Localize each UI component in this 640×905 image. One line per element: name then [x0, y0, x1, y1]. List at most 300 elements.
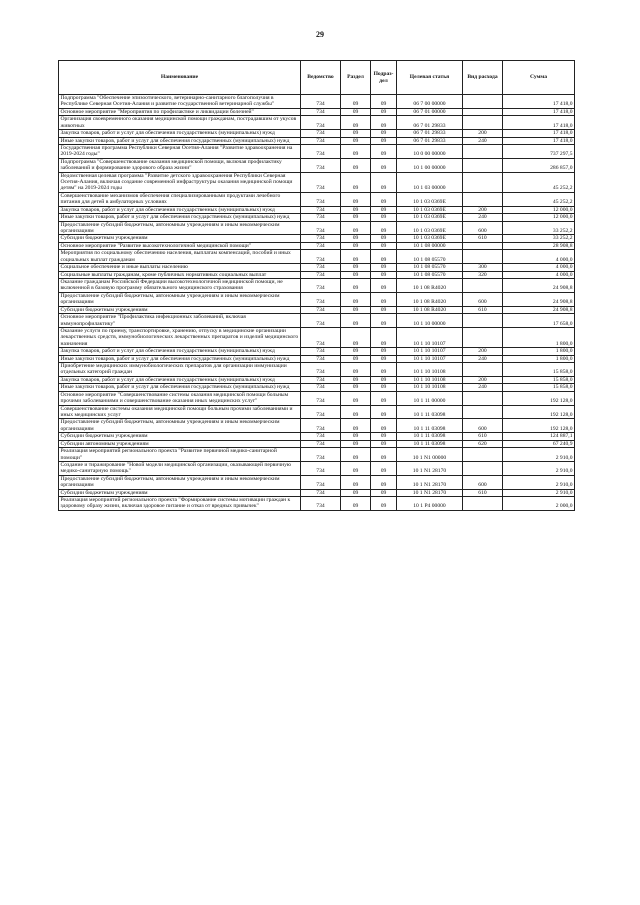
table-row [59, 214, 575, 221]
cell-name: Предоставление субсидий бюджетным, автономным учреждениям и иным некоммерческим организациям [59, 292, 301, 306]
cell-department: 734 [301, 144, 341, 158]
cell-subsection: 09 [371, 271, 397, 278]
cell-section: 09 [341, 192, 371, 206]
table-row [59, 221, 575, 235]
cell-target: 06 7 01 00000 [397, 108, 463, 115]
cell-name: Реализация мероприятий регионального проекта "Формирование системы мотивации граждан к здоровому образу жизни, включая здоровое питание и отказ от вредных привычек" [59, 497, 301, 511]
cell-subsection: 09 [371, 158, 397, 172]
cell-sum: 192 128,0 [503, 391, 575, 405]
cell-target: 10 1 03 0369Е [397, 206, 463, 213]
cell-section: 09 [341, 405, 371, 419]
table-row [59, 314, 575, 328]
cell-target: 10 1 10 10108 [397, 363, 463, 377]
cell-target: 10 1 08 05570 [397, 271, 463, 278]
cell-name: Иные закупки товаров, работ и услуг для обеспечения государственных (муниципальных) нужд [59, 384, 301, 391]
cell-target: 10 1 08 R4020 [397, 278, 463, 292]
cell-subsection: 09 [371, 327, 397, 347]
cell-name: Субсидии бюджетным учреждениям [59, 306, 301, 313]
cell-subsection: 09 [371, 278, 397, 292]
cell-expense [463, 314, 503, 328]
cell-target: 10 1 11 03098 [397, 419, 463, 433]
cell-department: 734 [301, 419, 341, 433]
cell-target: 10 1 11 03098 [397, 440, 463, 447]
cell-target: 10 1 08 R4020 [397, 306, 463, 313]
cell-section: 09 [341, 348, 371, 355]
cell-name: Предоставление субсидий бюджетным, автономным учреждениям и иным некоммерческим организациям [59, 221, 301, 235]
cell-sum: 17 418,0 [503, 137, 575, 144]
cell-section: 09 [341, 264, 371, 271]
cell-department: 734 [301, 363, 341, 377]
cell-name: Подпрограмма "Совершенствование оказания медицинской помощи, включая профилактику заболеваний и формирование здорового образа жизни" [59, 158, 301, 172]
cell-section: 09 [341, 206, 371, 213]
cell-department: 734 [301, 235, 341, 242]
cell-subsection: 09 [371, 448, 397, 462]
cell-section: 09 [341, 327, 371, 347]
cell-section: 09 [341, 363, 371, 377]
cell-expense: 610 [463, 433, 503, 440]
cell-target: 10 1 P4 00000 [397, 497, 463, 511]
cell-expense [463, 461, 503, 475]
cell-target: 10 1 N1 28170 [397, 475, 463, 489]
cell-subsection: 09 [371, 292, 397, 306]
cell-name: Закупка товаров, работ и услуг для обеспечения государственных (муниципальных) нужд [59, 348, 301, 355]
cell-subsection: 09 [371, 206, 397, 213]
table-row [59, 206, 575, 213]
table-row [59, 405, 575, 419]
table-row [59, 497, 575, 511]
cell-expense [463, 327, 503, 347]
cell-target: 10 1 03 0369Е [397, 221, 463, 235]
cell-name: Организация своевременного оказания медицинской помощи гражданам, пострадавшим от укусов животных [59, 116, 301, 130]
table-row [59, 271, 575, 278]
header-subsection: Подраз-дел [371, 61, 397, 95]
cell-name: Приобретение медицинских иммунобиологических препаратов для организации иммунизации отдельных категорий граждан [59, 363, 301, 377]
cell-target: 10 1 08 00000 [397, 242, 463, 249]
cell-expense [463, 363, 503, 377]
cell-sum: 17 418,0 [503, 108, 575, 115]
cell-name: Субсидии автономным учреждениям [59, 440, 301, 447]
cell-department: 734 [301, 384, 341, 391]
cell-subsection: 09 [371, 376, 397, 383]
cell-target: 10 1 08 05570 [397, 264, 463, 271]
cell-section: 09 [341, 433, 371, 440]
table-row [59, 264, 575, 271]
cell-department: 734 [301, 314, 341, 328]
cell-section: 09 [341, 497, 371, 511]
cell-subsection: 09 [371, 137, 397, 144]
cell-department: 734 [301, 448, 341, 462]
cell-target: 10 1 10 10108 [397, 384, 463, 391]
cell-subsection: 09 [371, 419, 397, 433]
cell-department: 734 [301, 376, 341, 383]
table-row [59, 130, 575, 137]
table-row [59, 489, 575, 496]
table-row [59, 292, 575, 306]
table-row [59, 278, 575, 292]
cell-section: 09 [341, 461, 371, 475]
table-row [59, 363, 575, 377]
cell-sum: 67 240,9 [503, 440, 575, 447]
cell-subsection: 09 [371, 264, 397, 271]
cell-department: 734 [301, 206, 341, 213]
cell-expense: 200 [463, 206, 503, 213]
cell-section: 09 [341, 130, 371, 137]
cell-department: 734 [301, 327, 341, 347]
cell-sum: 286 857,0 [503, 158, 575, 172]
table-header-row [59, 61, 575, 95]
table-row [59, 172, 575, 192]
cell-name: Закупка товаров, работ и услуг для обеспечения государственных (муниципальных) нужд [59, 376, 301, 383]
cell-department: 734 [301, 172, 341, 192]
cell-subsection: 09 [371, 192, 397, 206]
cell-name: Основное мероприятие "Профилактика инфекционных заболеваний, включая иммунопрофилактику" [59, 314, 301, 328]
cell-expense: 240 [463, 137, 503, 144]
cell-target: 06 7 01 29833 [397, 116, 463, 130]
cell-section: 09 [341, 384, 371, 391]
table-row [59, 144, 575, 158]
cell-sum: 2 910,0 [503, 489, 575, 496]
cell-expense [463, 108, 503, 115]
cell-section: 09 [341, 235, 371, 242]
cell-expense: 600 [463, 292, 503, 306]
table-row [59, 158, 575, 172]
cell-expense [463, 116, 503, 130]
cell-target: 10 1 N1 28170 [397, 489, 463, 496]
cell-sum: 15 858,0 [503, 384, 575, 391]
cell-sum: 45 252,2 [503, 172, 575, 192]
cell-expense: 240 [463, 384, 503, 391]
cell-target: 10 1 08 05570 [397, 250, 463, 264]
cell-expense [463, 95, 503, 109]
cell-section: 09 [341, 489, 371, 496]
table-row [59, 391, 575, 405]
table-row [59, 419, 575, 433]
cell-department: 734 [301, 250, 341, 264]
cell-sum: 28 908,8 [503, 242, 575, 249]
cell-sum: 4 000,0 [503, 264, 575, 271]
cell-sum: 1 800,0 [503, 355, 575, 362]
cell-sum: 192 128,0 [503, 419, 575, 433]
cell-section: 09 [341, 221, 371, 235]
cell-expense: 600 [463, 419, 503, 433]
cell-department: 734 [301, 391, 341, 405]
cell-expense: 240 [463, 355, 503, 362]
cell-target: 10 1 10 10107 [397, 348, 463, 355]
cell-sum: 124 887,1 [503, 433, 575, 440]
cell-subsection: 09 [371, 130, 397, 137]
cell-department: 734 [301, 108, 341, 115]
cell-sum: 12 000,0 [503, 214, 575, 221]
cell-expense [463, 391, 503, 405]
cell-sum: 192 128,0 [503, 405, 575, 419]
cell-subsection: 09 [371, 116, 397, 130]
page-number: 29 [316, 30, 324, 39]
cell-target: 10 1 10 10107 [397, 355, 463, 362]
cell-expense: 620 [463, 440, 503, 447]
cell-section: 09 [341, 448, 371, 462]
cell-department: 734 [301, 192, 341, 206]
cell-target: 06 7 00 00000 [397, 95, 463, 109]
cell-section: 09 [341, 314, 371, 328]
cell-section: 09 [341, 158, 371, 172]
cell-department: 734 [301, 348, 341, 355]
table-row [59, 242, 575, 249]
cell-target: 10 1 03 0369Е [397, 235, 463, 242]
cell-name: Предоставление субсидий бюджетным, автономным учреждениям и иным некоммерческим организациям [59, 475, 301, 489]
cell-name: Основное мероприятие "Мероприятия по профилактике и ликвидации болезней" [59, 108, 301, 115]
cell-department: 734 [301, 497, 341, 511]
table-row [59, 306, 575, 313]
table-row [59, 348, 575, 355]
table-row [59, 355, 575, 362]
header-department: Ведомство [301, 61, 341, 95]
cell-name: Закупка товаров, работ и услуг для обеспечения государственных (муниципальных) нужд [59, 130, 301, 137]
cell-department: 734 [301, 137, 341, 144]
cell-target: 10 1 03 00000 [397, 172, 463, 192]
table-row [59, 475, 575, 489]
cell-expense: 240 [463, 214, 503, 221]
cell-target: 06 7 01 29833 [397, 137, 463, 144]
cell-subsection: 09 [371, 250, 397, 264]
table-row [59, 192, 575, 206]
cell-expense: 610 [463, 235, 503, 242]
cell-section: 09 [341, 271, 371, 278]
table-row [59, 327, 575, 347]
cell-sum: 33 252,2 [503, 235, 575, 242]
cell-sum: 24 908,8 [503, 278, 575, 292]
cell-expense: 200 [463, 130, 503, 137]
table-row [59, 461, 575, 475]
cell-section: 09 [341, 172, 371, 192]
cell-department: 734 [301, 306, 341, 313]
cell-subsection: 09 [371, 384, 397, 391]
cell-expense [463, 448, 503, 462]
cell-name: Совершенствование механизмов обеспечения специализированными продуктами лечебного питания для детей в амбулаторных условиях [59, 192, 301, 206]
cell-department: 734 [301, 433, 341, 440]
cell-sum: 2 000,0 [503, 497, 575, 511]
cell-sum: 2 910,0 [503, 448, 575, 462]
cell-target: 10 1 10 10108 [397, 376, 463, 383]
cell-subsection: 09 [371, 475, 397, 489]
cell-section: 09 [341, 137, 371, 144]
cell-sum: 33 252,2 [503, 221, 575, 235]
cell-expense: 610 [463, 489, 503, 496]
cell-section: 09 [341, 419, 371, 433]
table-row [59, 250, 575, 264]
cell-department: 734 [301, 271, 341, 278]
cell-subsection: 09 [371, 314, 397, 328]
cell-name: Иные закупки товаров, работ и услуг для обеспечения государственных (муниципальных) нужд [59, 137, 301, 144]
cell-name: Субсидии бюджетным учреждениям [59, 433, 301, 440]
cell-subsection: 09 [371, 221, 397, 235]
cell-name: Предоставление субсидий бюджетным, автономным учреждениям и иным некоммерческим организациям [59, 419, 301, 433]
table-row [59, 433, 575, 440]
cell-target: 10 1 N1 28170 [397, 461, 463, 475]
cell-department: 734 [301, 461, 341, 475]
cell-section: 09 [341, 144, 371, 158]
cell-department: 734 [301, 489, 341, 496]
cell-expense [463, 405, 503, 419]
cell-name: Субсидии бюджетным учреждениям [59, 235, 301, 242]
cell-sum: 24 908,8 [503, 306, 575, 313]
cell-subsection: 09 [371, 461, 397, 475]
cell-section: 09 [341, 242, 371, 249]
cell-section: 09 [341, 376, 371, 383]
cell-expense: 600 [463, 221, 503, 235]
cell-department: 734 [301, 214, 341, 221]
cell-subsection: 09 [371, 405, 397, 419]
cell-department: 734 [301, 130, 341, 137]
cell-subsection: 09 [371, 489, 397, 496]
cell-name: Иные закупки товаров, работ и услуг для обеспечения государственных (муниципальных) нужд [59, 214, 301, 221]
cell-target: 10 1 10 10107 [397, 327, 463, 347]
cell-name: Реализация мероприятий регионального проекта "Развитие первичной медико-санитарной помощи" [59, 448, 301, 462]
cell-expense [463, 158, 503, 172]
cell-expense: 320 [463, 271, 503, 278]
cell-section: 09 [341, 95, 371, 109]
cell-sum: 45 252,2 [503, 192, 575, 206]
cell-target: 06 7 01 29833 [397, 130, 463, 137]
cell-sum: 2 910,0 [503, 475, 575, 489]
cell-subsection: 09 [371, 242, 397, 249]
cell-sum: 1 800,0 [503, 327, 575, 347]
cell-name: Оказание гражданам Российской Федерации высокотехнологичной медицинской помощи, не включенной в базовую программу обязательного медицинского страхования [59, 278, 301, 292]
cell-subsection: 09 [371, 108, 397, 115]
cell-department: 734 [301, 278, 341, 292]
cell-name: Государственная программа Республики Северная Осетия-Алания "Развитие здравоохранения на 2019-2024 годы" [59, 144, 301, 158]
cell-name: Основное мероприятие "Совершенствование системы оказания медицинской помощи больным прочими заболеваниями и совершенствование оказания иных медицинских услуг" [59, 391, 301, 405]
cell-name: Иные закупки товаров, работ и услуг для обеспечения государственных (муниципальных) нужд [59, 355, 301, 362]
cell-expense [463, 144, 503, 158]
cell-sum: 24 908,8 [503, 292, 575, 306]
cell-name: Мероприятия по социальному обеспечению населения, выплатам компенсаций, пособий и иных социальных выплат гражданам [59, 250, 301, 264]
cell-expense [463, 250, 503, 264]
table-row [59, 376, 575, 383]
cell-section: 09 [341, 475, 371, 489]
cell-expense: 200 [463, 376, 503, 383]
cell-target: 10 1 00 00000 [397, 158, 463, 172]
cell-subsection: 09 [371, 214, 397, 221]
table-body [59, 95, 575, 511]
cell-name: Закупка товаров, работ и услуг для обеспечения государственных (муниципальных) нужд [59, 206, 301, 213]
table-row [59, 384, 575, 391]
cell-name: Подпрограмма "Обеспечение эпизоотического, ветеринарно-санитарного благополучия в Республике Северная Осетия-Алания и развитие государственной ветеринарной службы" [59, 95, 301, 109]
cell-target: 10 1 03 0369Е [397, 214, 463, 221]
cell-department: 734 [301, 95, 341, 109]
cell-sum: 4 000,0 [503, 271, 575, 278]
cell-section: 09 [341, 391, 371, 405]
cell-section: 09 [341, 355, 371, 362]
budget-table [58, 60, 575, 511]
cell-department: 734 [301, 116, 341, 130]
cell-department: 734 [301, 158, 341, 172]
cell-name: Социальное обеспечение и иные выплаты населению [59, 264, 301, 271]
cell-section: 09 [341, 292, 371, 306]
cell-section: 09 [341, 214, 371, 221]
cell-sum: 17 418,0 [503, 116, 575, 130]
cell-target: 10 1 11 00000 [397, 391, 463, 405]
cell-department: 734 [301, 475, 341, 489]
cell-department: 734 [301, 355, 341, 362]
cell-sum: 1 800,0 [503, 348, 575, 355]
cell-target: 10 1 08 R4020 [397, 292, 463, 306]
cell-name: Оказание услуги по приему, транспортировке, хранению, отпуску в медицинские организации лекарственных средств, иммунобиологических лекарственных препаратов и изделий медицинского назначения [59, 327, 301, 347]
cell-expense [463, 172, 503, 192]
table-row [59, 116, 575, 130]
cell-sum: 17 418,0 [503, 130, 575, 137]
cell-expense: 610 [463, 306, 503, 313]
table-row [59, 95, 575, 109]
cell-department: 734 [301, 440, 341, 447]
cell-subsection: 09 [371, 497, 397, 511]
cell-target: 10 0 00 00000 [397, 144, 463, 158]
cell-sum: 737 297,5 [503, 144, 575, 158]
header-expense: Вид расхода [463, 61, 503, 95]
cell-subsection: 09 [371, 235, 397, 242]
cell-name: Ведомственная целевая программа "Развитие детского здравоохранения Республики Северная Осетия-Алания, включая создание современной инфраструктуры оказания медицинской помощи детям" на 2019-2024 годы [59, 172, 301, 192]
cell-target: 10 1 10 00000 [397, 314, 463, 328]
table-row [59, 137, 575, 144]
cell-target: 10 1 03 0369Е [397, 192, 463, 206]
cell-department: 734 [301, 242, 341, 249]
cell-section: 09 [341, 116, 371, 130]
cell-name: Совершенствование системы оказания медицинской помощи больным прочими заболеваниями и иных медицинских услуг [59, 405, 301, 419]
cell-name: Создание и тиражирование "Новой модели медицинской организации, оказывающей первичную медико-санитарную помощь" [59, 461, 301, 475]
cell-section: 09 [341, 440, 371, 447]
cell-subsection: 09 [371, 306, 397, 313]
cell-department: 734 [301, 221, 341, 235]
table-row [59, 108, 575, 115]
header-section: Раздел [341, 61, 371, 95]
cell-subsection: 09 [371, 95, 397, 109]
cell-department: 734 [301, 405, 341, 419]
header-sum: Сумма [503, 61, 575, 95]
cell-sum: 15 858,0 [503, 376, 575, 383]
cell-target: 10 1 11 03098 [397, 433, 463, 440]
cell-sum: 17 418,0 [503, 95, 575, 109]
cell-expense [463, 497, 503, 511]
cell-name: Социальные выплаты гражданам, кроме публичных нормативных социальных выплат [59, 271, 301, 278]
cell-section: 09 [341, 108, 371, 115]
cell-subsection: 09 [371, 355, 397, 362]
cell-expense: 200 [463, 348, 503, 355]
cell-department: 734 [301, 292, 341, 306]
header-name: Наименование [59, 61, 301, 95]
cell-subsection: 09 [371, 440, 397, 447]
cell-subsection: 09 [371, 433, 397, 440]
cell-expense [463, 278, 503, 292]
cell-subsection: 09 [371, 144, 397, 158]
cell-expense [463, 242, 503, 249]
cell-sum: 15 858,0 [503, 363, 575, 377]
cell-expense: 300 [463, 264, 503, 271]
cell-subsection: 09 [371, 172, 397, 192]
cell-name: Основное мероприятие "Развитие высокотехнологичной медицинской помощи" [59, 242, 301, 249]
cell-sum: 17 658,0 [503, 314, 575, 328]
cell-expense: 600 [463, 475, 503, 489]
cell-section: 09 [341, 306, 371, 313]
table-row [59, 448, 575, 462]
cell-target: 10 1 N1 00000 [397, 448, 463, 462]
cell-sum: 12 000,0 [503, 206, 575, 213]
header-target: Целевая статья [397, 61, 463, 95]
cell-section: 09 [341, 278, 371, 292]
cell-subsection: 09 [371, 348, 397, 355]
table-row [59, 440, 575, 447]
cell-expense [463, 192, 503, 206]
cell-section: 09 [341, 250, 371, 264]
cell-sum: 2 910,0 [503, 461, 575, 475]
